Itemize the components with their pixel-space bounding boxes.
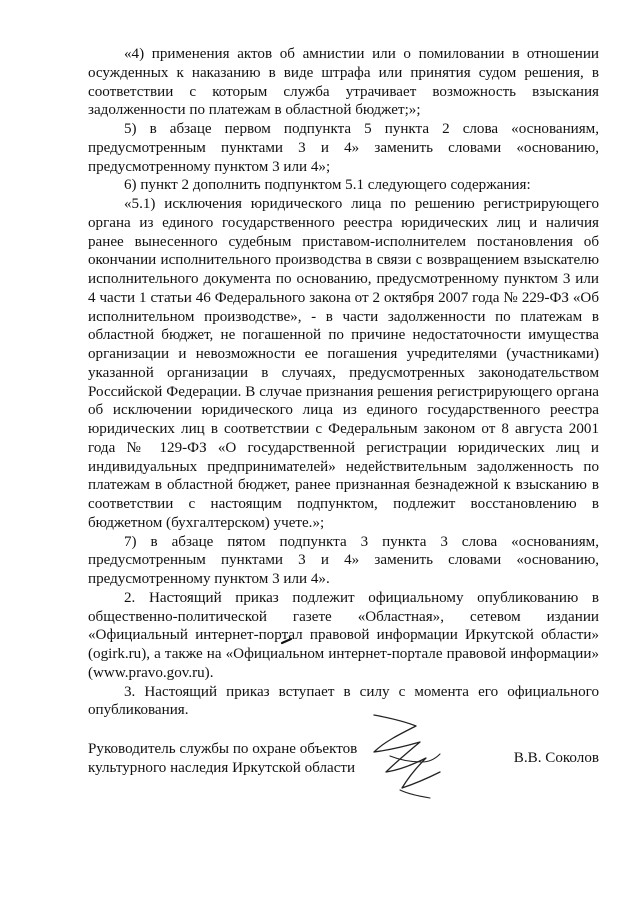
signatory-position (88, 740, 368, 778)
paragraph-item-5: 5) в абзаце первом подпункта 5 пункта 2 слова «основаниям, предусмотренным пунктами 3 и 4» заменить словами «основанию, предусмотренному пунктом 3 или 4»; (88, 121, 599, 175)
paragraph-publication: 2. Настоящий приказ подлежит официальному опубликованию в общественно-политической газете «Областная», сетевом издании «Официальный интернет-портал правовой информации Иркутской области» (ogirk.ru), а также на «Официальном интернет-портале правовой информации» (www.pravo.gov.ru). (88, 589, 599, 681)
signatory-position-line-2: культурного наследия Иркутской области (88, 760, 356, 776)
paragraph-amnesty-item-4: «4) применения актов об амнистии или о помиловании в отношении осужденных к наказанию в виде штрафа или принятия судом решения, в соответствии с которым служба утрачивает возможность взыскания задолженности по платежам в областной бюджет;»; (88, 46, 599, 119)
signatory-name: В.В. Соколов (513, 750, 599, 766)
paragraph-subitem-5-1: «5.1) исключения юридического лица по решению регистрирующего органа из единого государственного реестра юридических лиц и наличия ранее вынесенного судебным приставом-исполнителем постановления об окончании исполнительного производства в связи с возвращением взыскателю исполнительного документа по основанию, предусмотренному пунктом 3 или 4 части 1 статьи 46 Федерального закона от 2 октября 2007 года № 229-ФЗ «Об исполнительном производстве», - в части задолженности по платежам в областной бюджет, не погашенной по причине недостаточности имущества организации и невозможности ее погашения учредителями (участниками) указанной организации в случаях, предусмотренных законодательством Российской Федерации. В случае признания решения регистрирующего органа об исключении юридического лица из единого государственного реестра юридических лиц в соответствии с Федеральным законом от 8 августа 2001 года № 129-ФЗ «О государственной регистрации юридических лиц и индивидуальных предпринимателей» недействительным задолженность по платежам в областной бюджет, ранее признанная безнадежной к взысканию в соответствии с настоящим подпунктом, подлежит восстановлению в бюджетном (бухгалтерском) учете.»; (88, 196, 599, 531)
signatory-position-line-1: Руководитель службы по охране объектов (88, 741, 358, 757)
paragraph-item-6: 6) пункт 2 дополнить подпунктом 5.1 следующего содержания: (124, 177, 531, 194)
paragraph-item-7: 7) в абзаце пятом подпункта 3 пункта 3 слова «основаниям, предусмотренным пунктами 3 и 4» заменить словами «основанию, предусмотренному пунктом 3 или 4». (88, 533, 599, 587)
paragraph-effective-date: 3. Настоящий приказ вступает в силу с момента его официального опубликования. (88, 683, 599, 719)
pen-mark (280, 637, 294, 645)
document-body (88, 45, 599, 720)
signature-block (88, 740, 599, 780)
